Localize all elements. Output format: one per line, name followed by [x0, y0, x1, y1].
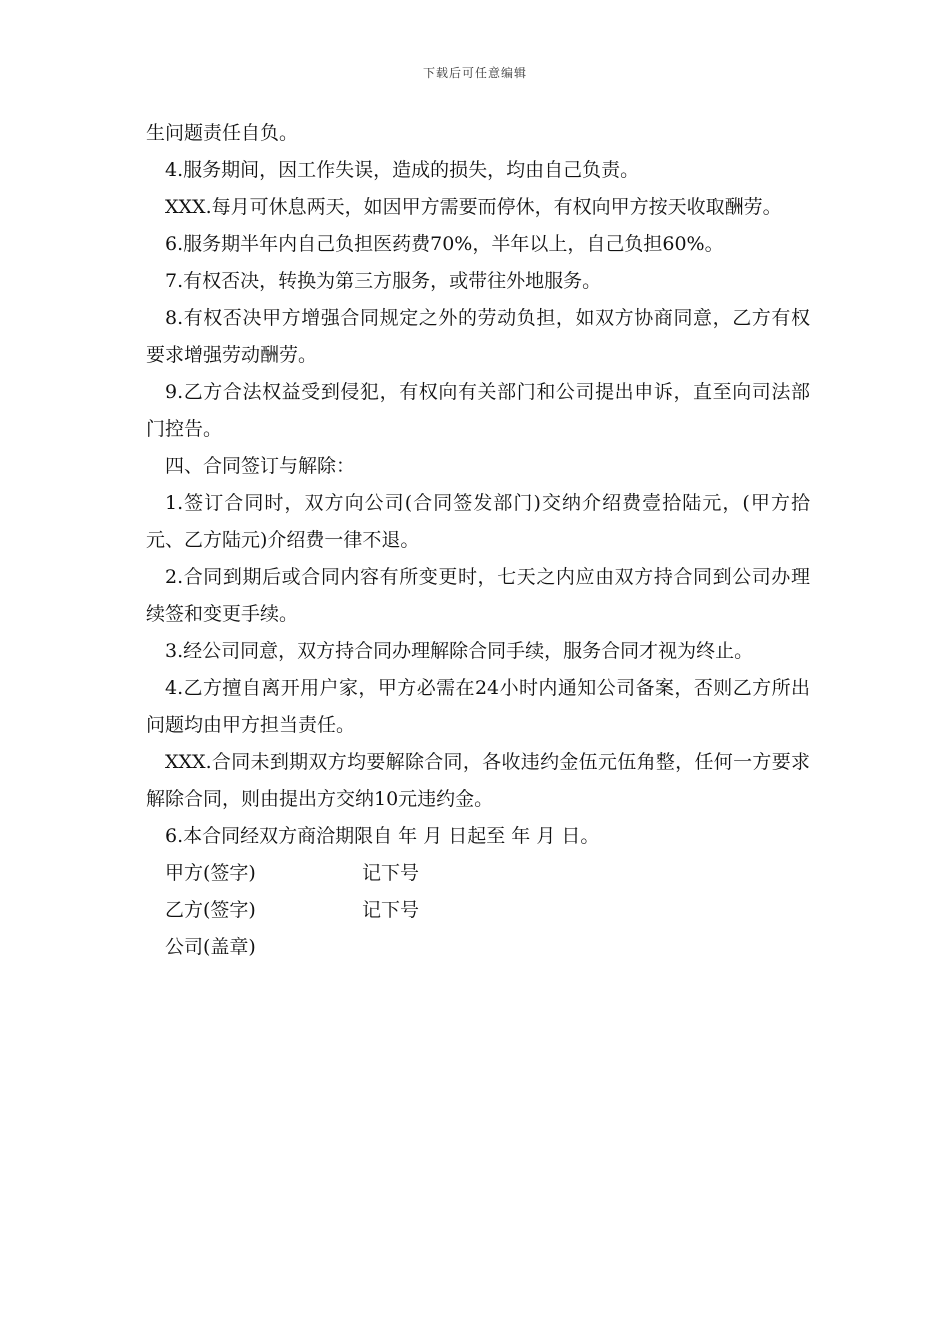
- signature-label: 公司(盖章): [165, 936, 256, 958]
- signature-note: 记下号: [362, 862, 420, 884]
- paragraph: 7.有权否决，转换为第三方服务，或带往外地服务。: [165, 270, 602, 292]
- signature-label: 乙方(签字): [165, 899, 256, 921]
- paragraph: 8.有权否决甲方增强合同规定之外的劳动负担，如双方协商同意，乙方有权要求增强劳动酬劳。: [146, 307, 810, 366]
- signature-note: 记下号: [362, 899, 420, 921]
- paragraph: 6.本合同经双方商洽期限自 年 月 日起至 年 月 日。: [165, 825, 600, 847]
- paragraph: 生问题责任自负。: [146, 122, 299, 144]
- header-note: 下载后可任意编辑: [422, 66, 527, 80]
- paragraph: 1.签订合同时，双方向公司(合同签发部门)交纳介绍费壹拾陆元，(甲方拾元、乙方陆元)介绍费一律不退。: [146, 492, 810, 551]
- paragraph: 9.乙方合法权益受到侵犯，有权向有关部门和公司提出申诉，直至向司法部门控告。: [146, 381, 810, 440]
- paragraph: 4.服务期间，因工作失误，造成的损失，均由自己负责。: [165, 159, 640, 181]
- signature-label: 甲方(签字): [165, 862, 256, 884]
- document-body: [146, 115, 810, 966]
- signature-row-company: [146, 929, 810, 966]
- paragraph: 2.合同到期后或合同内容有所变更时，七天之内应由双方持合同到公司办理续签和变更手续。: [146, 566, 810, 625]
- signature-row-party-a: [146, 855, 810, 892]
- signature-row-party-b: [146, 892, 810, 929]
- paragraph: XXX.每月可休息两天，如因甲方需要而停休，有权向甲方按天收取酬劳。: [165, 196, 782, 218]
- paragraph: 4.乙方擅自离开用户家，甲方必需在24小时内通知公司备案，否则乙方所出问题均由甲方担当责任。: [146, 677, 810, 736]
- paragraph: 6.服务期半年内自己负担医药费70%，半年以上，自己负担60%。: [165, 233, 724, 255]
- section-heading: 四、合同签订与解除：: [165, 455, 356, 477]
- paragraph: XXX.合同未到期双方均要解除合同，各收违约金伍元伍角整，任何一方要求解除合同，则由提出方交纳10元违约金。: [146, 751, 810, 810]
- paragraph: 3.经公司同意，双方持合同办理解除合同手续，服务合同才视为终止。: [165, 640, 754, 662]
